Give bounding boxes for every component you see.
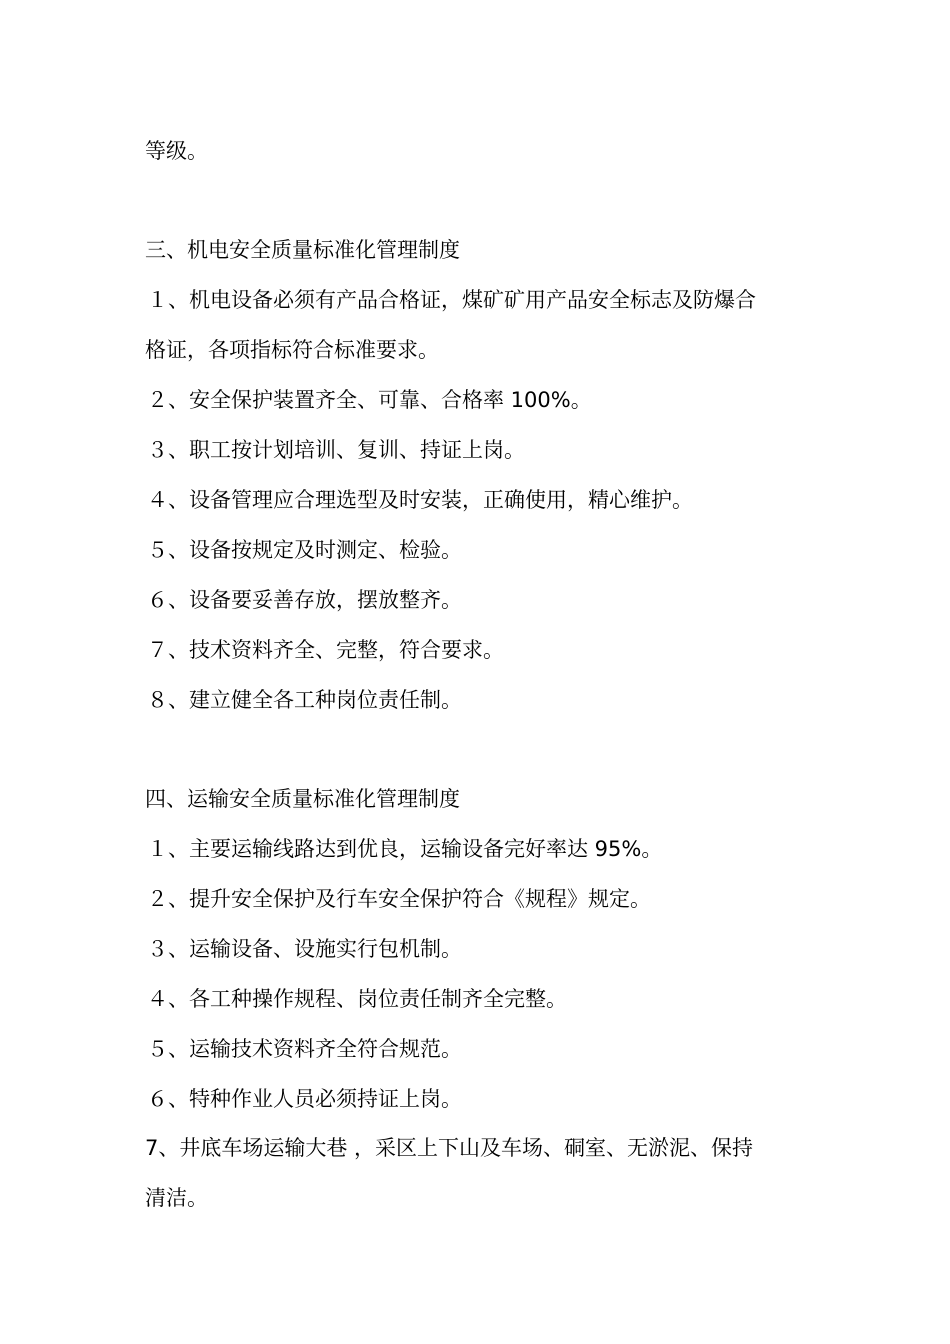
section-4-heading: 四、运输安全质量标准化管理制度 (145, 787, 460, 811)
section-3-item-7: ７、技术资料齐全、完整，符合要求。 (147, 638, 504, 662)
section-3-item-5: ５、设备按规定及时测定、检验。 (147, 538, 462, 562)
section-4-item-4: ４、各工种操作规程、岗位责任制齐全完整。 (147, 987, 567, 1011)
continuation-text: 等级。 (145, 139, 208, 163)
section-4-item-2: ２、提升安全保护及行车安全保护符合《规程》规定。 (147, 887, 651, 911)
section-3-heading: 三、机电安全质量标准化管理制度 (145, 238, 460, 262)
section-3-item-1-cont: 格证，各项指标符合标准要求。 (145, 338, 439, 362)
section-3-item-3: ３、职工按计划培训、复训、持证上岗。 (147, 438, 525, 462)
section-3-item-1: １、机电设备必须有产品合格证，煤矿矿用产品安全标志及防爆合 (147, 288, 756, 312)
section-3-item-6: ６、设备要妥善存放，摆放整齐。 (147, 588, 462, 612)
section-3-item-4: ４、设备管理应合理选型及时安装，正确使用，精心维护。 (147, 488, 693, 512)
section-4-item-6: ６、特种作业人员必须持证上岗。 (147, 1087, 462, 1111)
section-4-item-7-cont: 清洁。 (145, 1186, 208, 1210)
section-4-item-3: ３、运输设备、设施实行包机制。 (147, 937, 462, 961)
section-4-item-7: 7、井底车场运输大巷 ，采区上下山及车场、硐室、无淤泥、保持 (145, 1136, 754, 1160)
section-3-item-8: ８、建立健全各工种岗位责任制。 (147, 688, 462, 712)
section-4-item-5: ５、运输技术资料齐全符合规范。 (147, 1037, 462, 1061)
section-3-item-2: ２、安全保护装置齐全、可靠、合格率 100%。 (147, 388, 592, 412)
section-4-item-1: １、主要运输线路达到优良，运输设备完好率达 95%。 (147, 837, 663, 861)
